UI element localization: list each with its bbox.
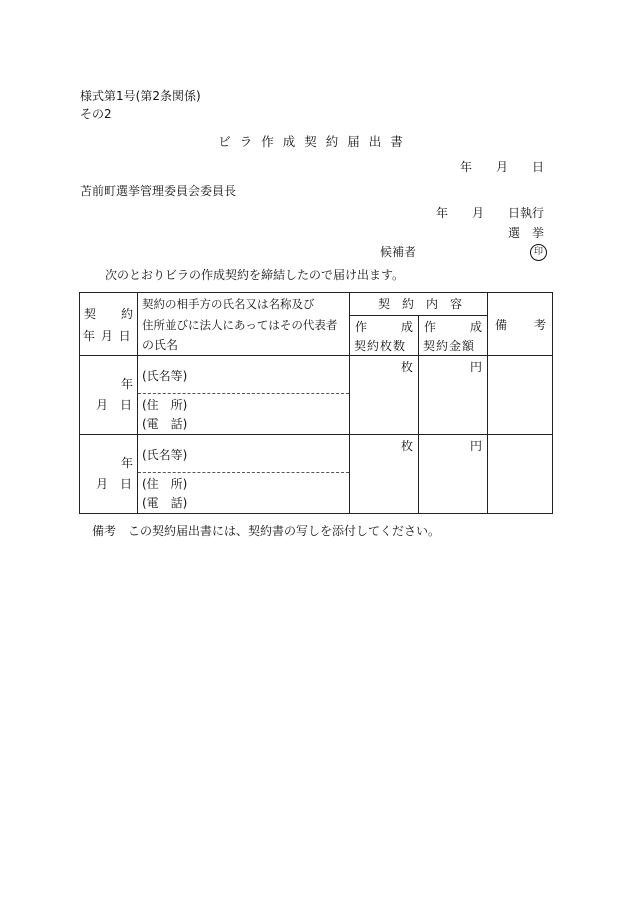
header-contract-content: 契 約 内 容 作 成 契約枚数 作 成 契約金額 — [350, 293, 488, 356]
document-title: ビラ作成契約届出書 — [218, 134, 412, 149]
row-count-cell: 枚 — [350, 356, 419, 435]
header-counterparty: 契約の相手方の氏名又は名称及び 住所並びに法人にあってはその代表者 の氏名 — [138, 293, 350, 356]
form-reference: 様式第1号(第2条関係) — [80, 89, 201, 103]
candidate-label: 候補者 — [380, 245, 417, 259]
table-header-row — [80, 293, 553, 356]
seal-icon: 印 — [530, 244, 547, 261]
form-variant: その2 — [80, 107, 112, 121]
table-row — [80, 435, 553, 514]
contract-table — [79, 292, 553, 514]
recipient: 苫前町選挙管理委員会委員長 — [80, 184, 237, 198]
remarks-note: 備考 この契約届出書には、契約書の写しを添付してください。 — [92, 524, 441, 538]
row-amount-cell: 円 — [419, 435, 488, 514]
row-remarks-cell — [488, 435, 553, 514]
election-date-line: 年 月 日執行 — [435, 206, 544, 220]
header-contract-date: 契 約 年 月 日 — [80, 293, 138, 356]
submission-date: 年 月 日 — [459, 160, 544, 174]
row-date-cell: 年 月 日 — [80, 435, 138, 514]
row-remarks-cell — [488, 356, 553, 435]
row-count-cell: 枚 — [350, 435, 419, 514]
table-row — [80, 356, 553, 435]
row-counterparty-cell: (氏名等) (住 所) (電 話) — [138, 356, 350, 435]
row-counterparty-cell: (氏名等) (住 所) (電 話) — [138, 435, 350, 514]
header-remarks: 備 考 — [488, 293, 553, 356]
row-date-cell: 年 月 日 — [80, 356, 138, 435]
row-amount-cell: 円 — [419, 356, 488, 435]
election-label: 選 挙 — [507, 226, 544, 240]
notice-text: 次のとおりビラの作成契約を締結したので届け出ます。 — [105, 268, 405, 282]
